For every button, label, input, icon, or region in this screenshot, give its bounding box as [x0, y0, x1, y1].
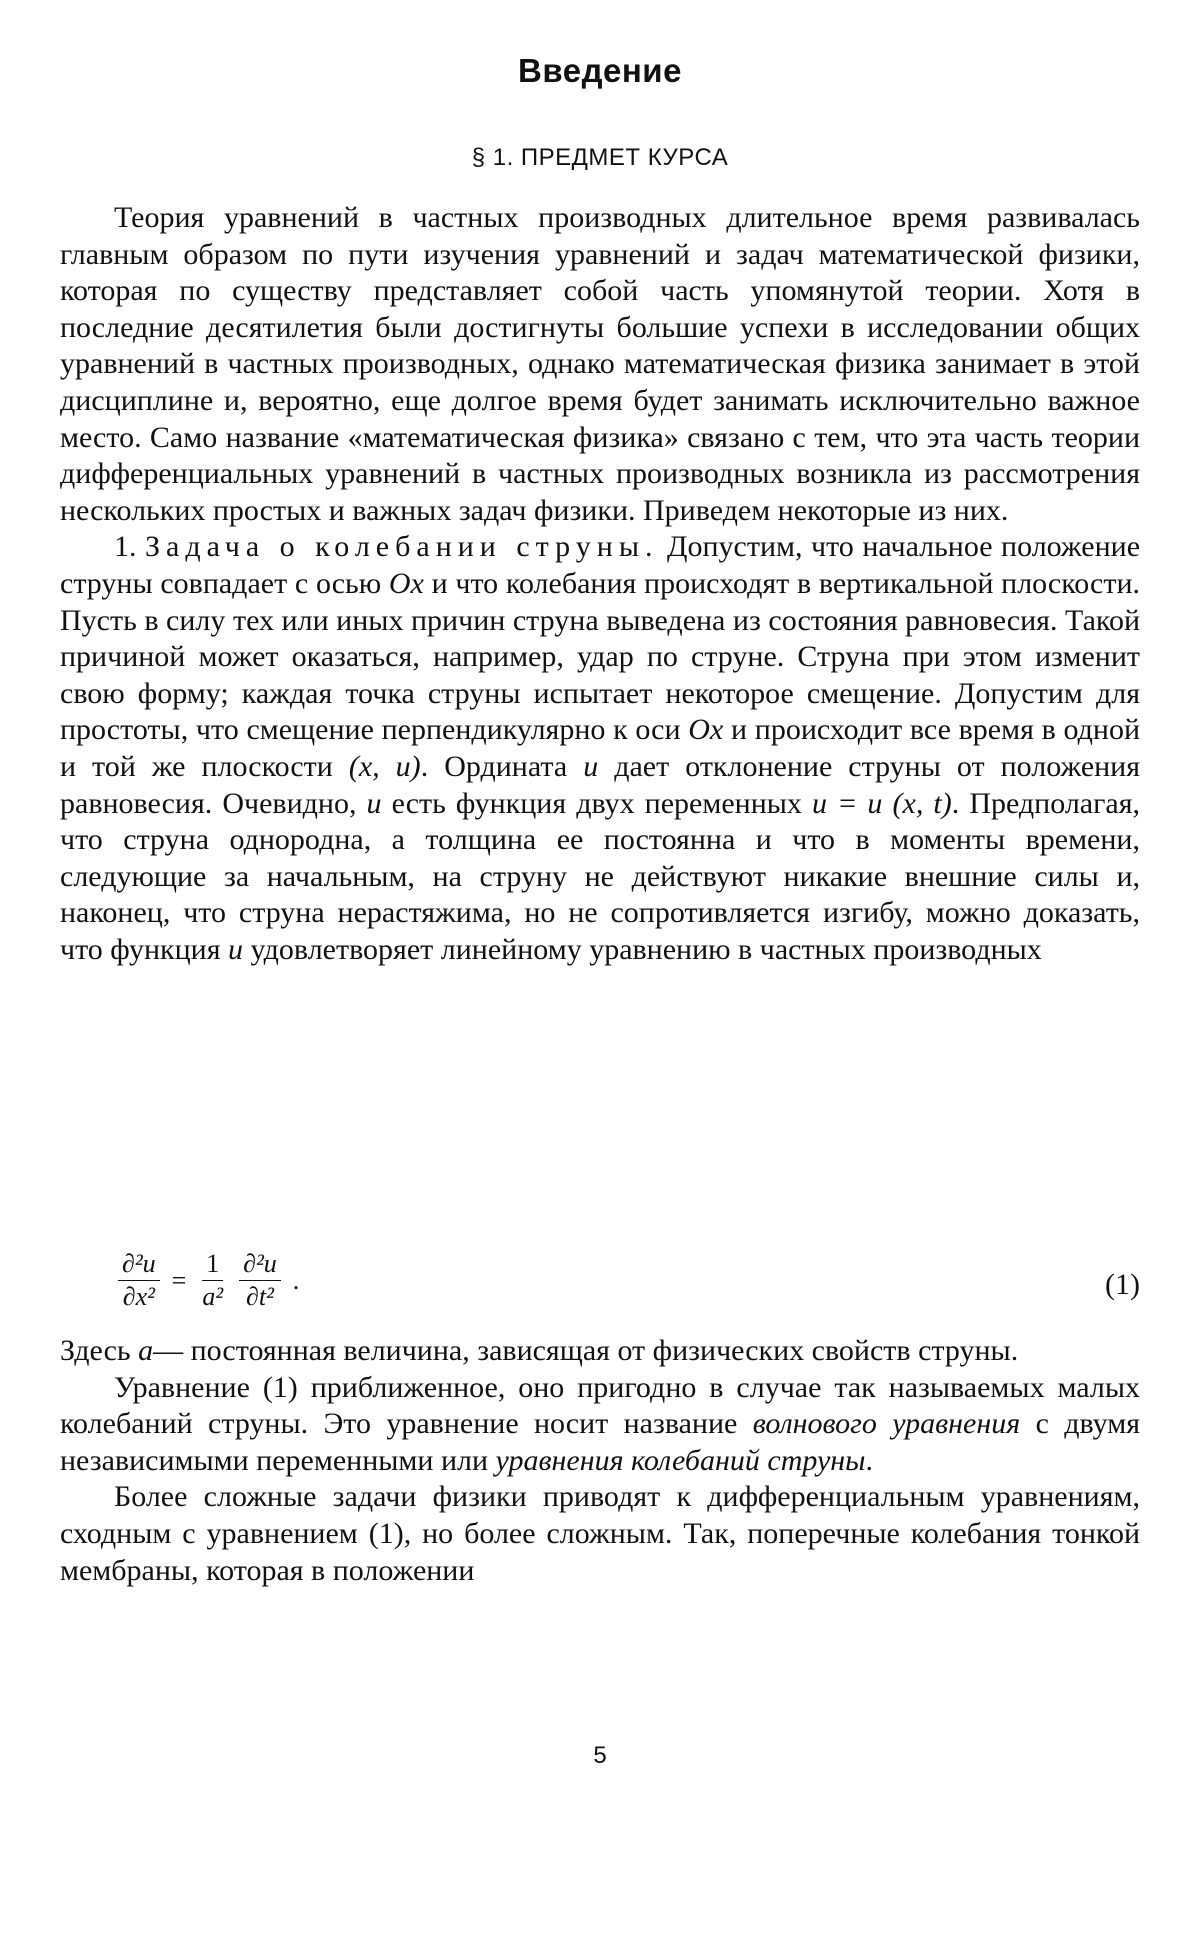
math-u-function: u = u (x, t) — [812, 786, 952, 820]
paragraph-text: — постоянная величина, зависящая от физических свойств струны. — [153, 1334, 1019, 1367]
section-title: § 1. ПРЕДМЕТ КУРСА — [471, 144, 729, 171]
text-block-upper — [60, 200, 1140, 968]
fraction-lhs — [118, 1250, 160, 1311]
math-ox: Ox — [388, 566, 424, 600]
equation-body — [112, 1250, 305, 1311]
wave-equation — [60, 1246, 1140, 1316]
paragraph-text: удовлетворяет линейному уравнению в частных производных — [250, 932, 1042, 966]
paragraph-constant — [60, 1333, 1140, 1370]
math-u: u — [583, 749, 599, 783]
paragraph-intro: Теория уравнений в частных производных длительное время развивалась главным образом по пути изучения уравнений и задач математической физики, которая по существу представляет собой часть упомянутой теории. Хотя в последние десятилетия были достигнуты большие успехи в исследовании общих уравнений в частных производных, однако математическая физика занимает в этой дисциплине и, вероятно, еще долгое время будет занимать исключительно важное место. Само название «математическая физика» связано с тем, что эта часть теории дифференциальных уравнений в частных производных возникла из рассмотрения нескольких простых и важных задач физики. Приведем некоторые из них. — [60, 201, 1140, 527]
math-u: u — [366, 786, 382, 820]
equation-period: . — [292, 1265, 300, 1295]
fraction-denominator: ∂t² — [246, 1282, 274, 1311]
paragraph-text: и происходит все время в одной и той же плоскости — [60, 713, 1141, 783]
paragraph-text: . Ордината — [420, 749, 568, 783]
fraction-rhs — [239, 1250, 281, 1311]
paragraph-wave-equation — [60, 1370, 1140, 1480]
term-string-vibration-equation: уравнения колебаний струны — [495, 1443, 866, 1477]
fraction-numerator: 1 — [202, 1250, 223, 1281]
chapter-title: Введение — [518, 52, 682, 89]
term-wave-equation: волнового уравнения — [752, 1407, 1021, 1441]
text-block-lower — [60, 1333, 1140, 1589]
math-plane: (x, u) — [348, 749, 421, 783]
fraction-coefficient — [198, 1250, 227, 1311]
fraction-numerator: ∂²u — [239, 1250, 281, 1281]
paragraph-text: Допустим, что начальное положение струны совпадает с осью — [60, 530, 1141, 600]
math-a: a — [138, 1334, 154, 1367]
math-ox: Ox — [688, 713, 724, 747]
fraction-denominator: ∂x² — [122, 1282, 155, 1311]
fraction-denominator: a² — [202, 1282, 224, 1311]
paragraph-membrane: Более сложные задачи физики приводят к дифференциальным уравнениям, сходным с уравнением (1), но более сложным. Так, поперечные колебания тонкой мембраны, которая в положении — [60, 1480, 1140, 1587]
paragraph-text: Уравнение (1) приближенное, оно пригодно в случае так называемых малых колебаний струны. Это уравнение носит название — [60, 1370, 1140, 1441]
math-u: u — [228, 932, 244, 966]
paragraph-text: с двумя независимыми переменными или — [60, 1407, 1141, 1477]
fraction-numerator: ∂²u — [118, 1250, 160, 1281]
equals-sign: = — [171, 1265, 187, 1295]
paragraph-string-problem — [60, 529, 1140, 968]
paragraph-text: есть функция двух переменных — [391, 786, 802, 820]
paragraph-text: и что колебания происходят в вертикальной плоскости. Пусть в силу тех или иных причин струна выведена из состояния равновесия. Такой причиной может оказаться, например, удар по струне. Струна при этом изменит свою форму; каждая точка струны испытает некоторое смещение. Допустим для простоты, что смещение перпендикулярно к оси — [60, 566, 1141, 747]
paragraph-text: . — [865, 1443, 873, 1477]
page-number: 5 — [593, 1742, 607, 1769]
equation-number: (1) — [1105, 1268, 1140, 1301]
paragraph-text: Здесь — [60, 1334, 131, 1367]
paragraph-text: . Предполагая, что струна однородна, а толщина ее постоянна и что в моменты времени, следующие за начальным, на струну не действуют никакие внешние силы и, наконец, что струна нерастяжима, но не сопротивляется изгибу, можно доказать, что функция — [60, 786, 1141, 966]
problem-heading: Задача о колебании струны. — [145, 530, 659, 564]
item-number: 1. — [114, 530, 137, 564]
paragraph-text: дает отклонение струны от положения равновесия. Очевидно, — [60, 749, 1141, 820]
